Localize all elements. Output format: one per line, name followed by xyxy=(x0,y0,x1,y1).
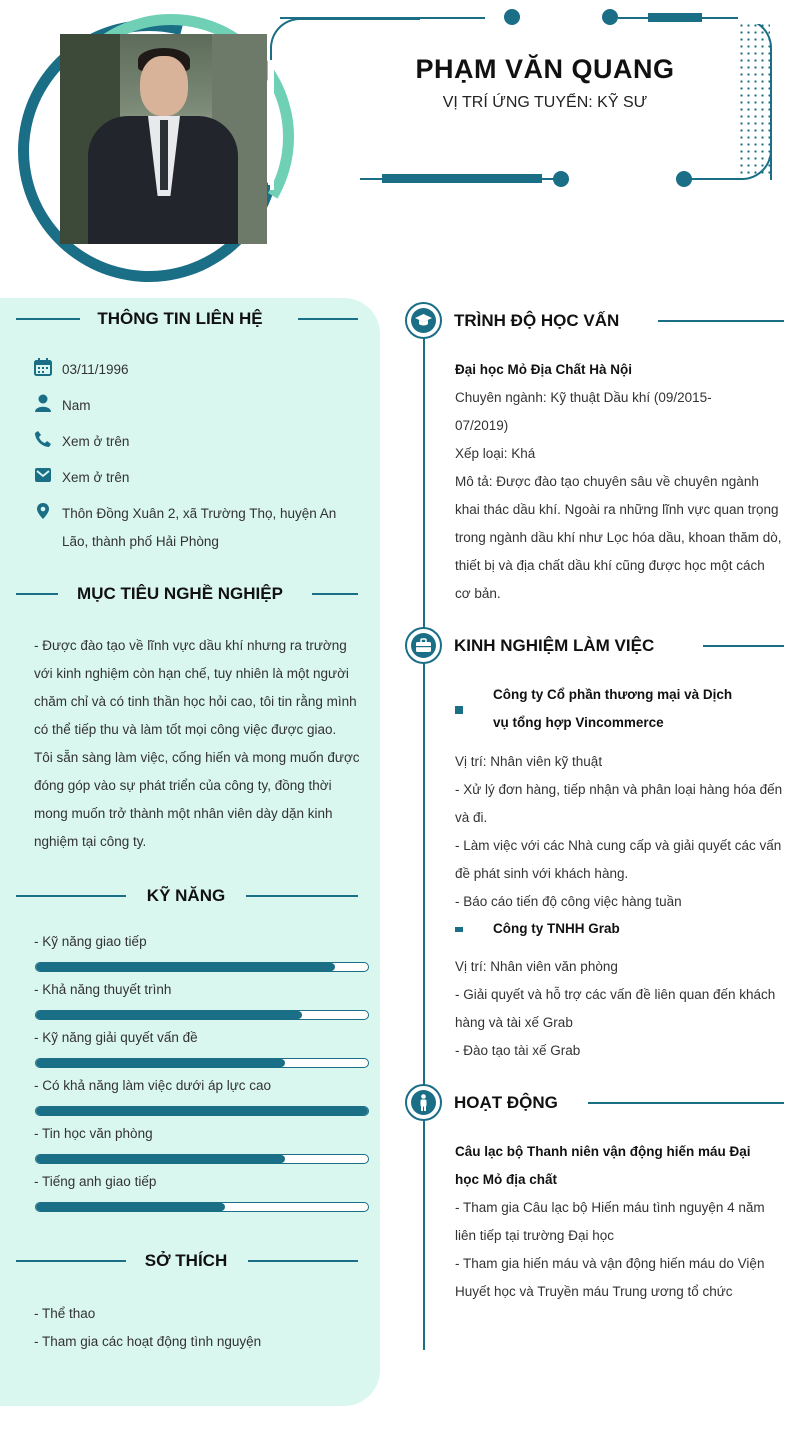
skill-level-fill xyxy=(36,1059,285,1067)
contact-email: Xem ở trên xyxy=(62,470,130,485)
job-company: Công ty Cổ phần thương mại và Dịch xyxy=(493,687,733,702)
contact-address-line: Lão, thành phố Hải Phòng xyxy=(62,534,219,549)
activity-line: liên tiếp tại trường Đại học xyxy=(455,1228,614,1243)
section-title-education: TRÌNH ĐỘ HỌC VẤN xyxy=(454,311,620,330)
job-detail-line: Vị trí: Nhân viên văn phòng xyxy=(455,959,618,974)
education-school: Đại học Mỏ Địa Chất Hà Nội xyxy=(455,362,633,377)
objective-line: mong muốn trở thành một nhân viên dày dặn kinh xyxy=(34,806,333,821)
header-dot xyxy=(504,9,520,25)
profile-photo xyxy=(60,34,267,244)
location-icon xyxy=(34,502,52,520)
objective-line: nghiệm tại công ty. xyxy=(34,834,147,849)
section-title-experience: KINH NGHIỆM LÀM VIỆC xyxy=(454,636,655,655)
skill-label: - Khả năng thuyết trình xyxy=(34,982,172,997)
activity-org: Câu lạc bộ Thanh niên vận động hiến máu Đại xyxy=(455,1144,751,1159)
activity-line: Huyết học và Truyền máu Trung ương tổ chức xyxy=(455,1284,733,1299)
skill-level-fill xyxy=(36,1107,368,1115)
header-dot xyxy=(676,171,692,187)
objective-line: - Được đào tạo về lĩnh vực dầu khí nhưng ra trường xyxy=(34,638,347,653)
graduation-cap-icon xyxy=(411,308,436,333)
job-detail-line: đề phát sinh với khách hàng. xyxy=(455,866,629,881)
skill-level-bar xyxy=(35,1202,369,1212)
skill-level-bar xyxy=(35,1010,369,1020)
contact-address-line: Thôn Đồng Xuân 2, xã Trường Thọ, huyện An xyxy=(62,506,337,521)
job-detail-line: Vị trí: Nhân viên kỹ thuật xyxy=(455,754,603,769)
job-detail-line: hàng và tài xế Grab xyxy=(455,1015,573,1030)
skill-label: - Kỹ năng giao tiếp xyxy=(34,934,147,949)
section-title-hobbies: SỞ THÍCH xyxy=(144,1251,228,1270)
skill-level-fill xyxy=(36,1011,302,1019)
skill-level-bar xyxy=(35,1154,369,1164)
education-desc-line: Mô tả: Được đào tạo chuyên sâu về chuyên ngành xyxy=(455,474,759,489)
contact-phone: Xem ở trên xyxy=(62,434,130,449)
education-desc-line: thiết bị và địa chất dầu khí cũng được học một cách xyxy=(455,558,765,573)
header-dot xyxy=(553,171,569,187)
email-icon xyxy=(34,466,52,484)
job-bullet xyxy=(455,706,463,714)
header-dot xyxy=(602,9,618,25)
skill-label: - Tin học văn phòng xyxy=(34,1126,153,1141)
skill-label: - Tiếng anh giao tiếp xyxy=(34,1174,157,1189)
contact-birthday: 03/11/1996 xyxy=(62,362,129,377)
experience-section-icon xyxy=(405,627,442,664)
job-bullet xyxy=(455,927,463,932)
education-desc-line: trong ngành dầu khí như Lọc hóa dầu, khoan thăm dò, xyxy=(455,530,782,545)
job-detail-line: - Làm việc với các Nhà cung cấp và giải quyết các vấn xyxy=(455,838,782,853)
education-desc-line: khai thác dầu khí. Ngoài ra những lĩnh vực quan trọng xyxy=(455,502,779,517)
candidate-name: PHẠM VĂN QUANG xyxy=(415,54,675,84)
section-title-objective: MỤC TIÊU NGHỀ NGHIỆP xyxy=(77,584,283,603)
skill-label: - Có khả năng làm việc dưới áp lực cao xyxy=(34,1078,272,1093)
objective-line: có thể tiếp thu và làm tốt mọi công việc được giao. xyxy=(34,722,337,737)
applied-position: VỊ TRÍ ỨNG TUYỂN: KỸ SƯ xyxy=(442,94,648,111)
skill-label: - Kỹ năng giải quyết vấn đề xyxy=(34,1030,198,1045)
job-company: vụ tổng hợp Vincommerce xyxy=(493,715,664,730)
header-line xyxy=(280,17,485,19)
person-standing-icon xyxy=(411,1090,436,1115)
job-detail-line: - Đào tạo tài xế Grab xyxy=(455,1043,581,1058)
job-company: Công ty TNHH Grab xyxy=(493,921,620,936)
objective-line: Tôi sẵn sàng làm việc, cống hiến và mong muốn được xyxy=(34,750,360,765)
job-detail-line: - Xử lý đơn hàng, tiếp nhận và phân loại hàng hóa đến xyxy=(455,782,783,797)
job-detail-line: - Giải quyết và hỗ trợ các vấn đề liên quan đến khách xyxy=(455,987,776,1002)
activities-section-icon xyxy=(405,1084,442,1121)
contact-gender: Nam xyxy=(62,398,91,413)
objective-line: đóng góp vào sự phát triển của công ty, đồng thời xyxy=(34,778,332,793)
objective-line: với kinh nghiệm còn hạn chế, tuy nhiên là một người xyxy=(34,666,349,681)
section-title-activities: HOẠT ĐỘNG xyxy=(454,1093,558,1112)
education-desc-line: cơ bản. xyxy=(455,586,501,601)
activity-line: - Tham gia Câu lạc bộ Hiến máu tình nguyện 4 năm xyxy=(455,1200,765,1215)
phone-icon xyxy=(34,430,52,448)
skill-level-bar xyxy=(35,1106,369,1116)
education-major: Chuyên ngành: Kỹ thuật Dầu khí (09/2015- xyxy=(455,390,712,405)
timeline-line xyxy=(423,320,425,1350)
skill-level-fill xyxy=(36,1155,285,1163)
section-title-contact: THÔNG TIN LIÊN HỆ xyxy=(97,309,263,328)
briefcase-icon xyxy=(411,633,436,658)
education-section-icon xyxy=(405,302,442,339)
section-title-skills: KỸ NĂNG xyxy=(146,886,226,905)
job-detail-line: - Báo cáo tiến độ công việc hàng tuần xyxy=(455,894,682,909)
skill-level-fill xyxy=(36,963,335,971)
education-major: 07/2019) xyxy=(455,418,509,433)
header-bar xyxy=(648,13,702,22)
job-detail-line: và đi. xyxy=(455,810,488,825)
header-bar xyxy=(382,174,542,183)
hobby-item: - Tham gia các hoạt động tình nguyện xyxy=(34,1334,262,1349)
activity-org: học Mỏ địa chất xyxy=(455,1172,558,1187)
skill-level-bar xyxy=(35,962,369,972)
objective-line: chăm chỉ và có tinh thần học hỏi cao, tôi tin rằng mình xyxy=(34,694,357,709)
skill-level-bar xyxy=(35,1058,369,1068)
hobby-item: - Thể thao xyxy=(34,1306,96,1321)
calendar-icon xyxy=(34,358,52,376)
activity-line: - Tham gia hiến máu và vận động hiến máu do Viện xyxy=(455,1256,765,1271)
person-icon xyxy=(34,394,52,412)
skill-level-fill xyxy=(36,1203,225,1211)
education-rank: Xếp loại: Khá xyxy=(455,446,536,461)
